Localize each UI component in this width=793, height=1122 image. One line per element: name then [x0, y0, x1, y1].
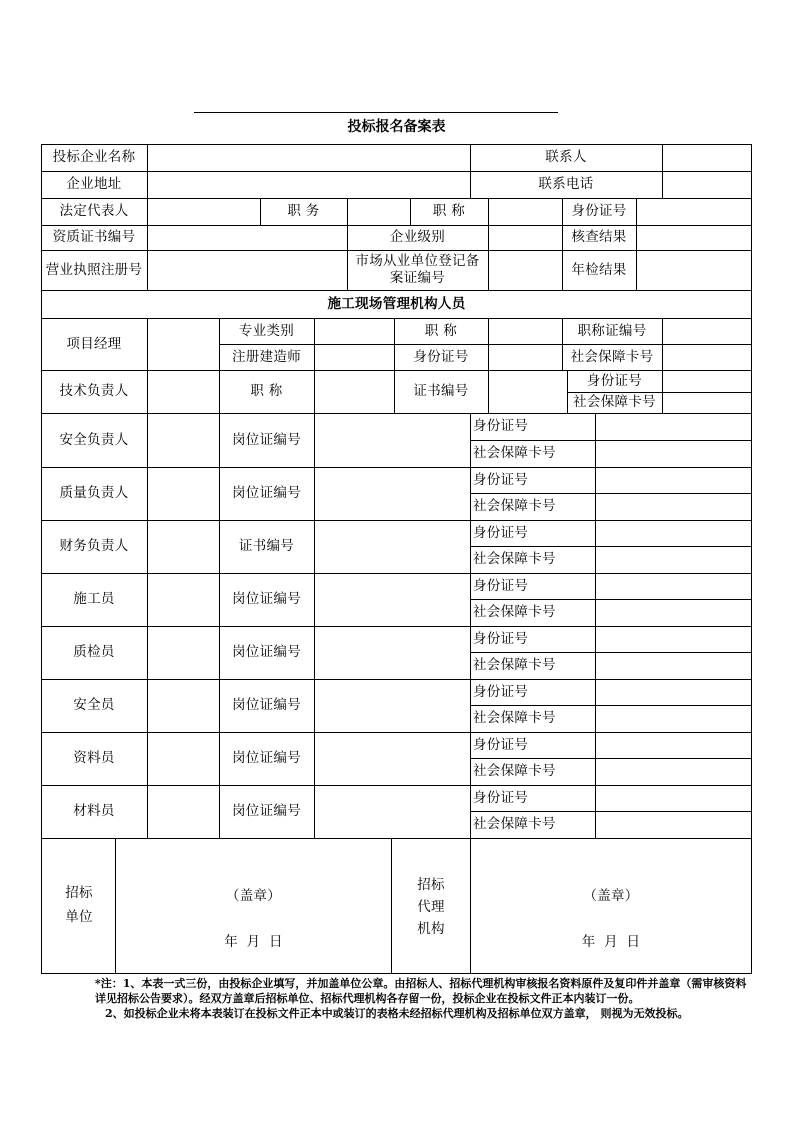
- agency-label: 招标代理机构: [417, 877, 445, 937]
- project-manager-label: 项目经理: [66, 335, 122, 352]
- form-title: 投标报名备案表: [347, 119, 446, 135]
- staff-cert-label: 岗位证编号: [232, 750, 301, 766]
- title-cert-label: 职称证编号: [577, 322, 647, 339]
- staff-role-label: 材料员: [73, 803, 115, 819]
- registered-engineer-label: 注册建造师: [232, 348, 301, 365]
- staff-ssn-label: 社会保障卡号: [473, 445, 556, 461]
- tech-ssn-label: 社会保障卡号: [573, 394, 656, 410]
- position-label: 职 务: [287, 203, 320, 219]
- note-1: *注：1、本表一式三份，由投标企业填写，并加盖单位公章。由招标人、招标代理机构审核报名资料原件及复印件并盖章（需审核资料详见招标公告要求）。经双方盖章后招标单位、招标代理机构各存留一份，投标企业在投标文件正本内装订一份。: [95, 977, 747, 1005]
- specialty-label: 专业类别: [238, 322, 295, 339]
- tech-title-label: 职 称: [250, 383, 283, 399]
- company-name-label: 投标企业名称: [52, 149, 136, 165]
- staff-role-label: 安全负责人: [59, 431, 129, 448]
- registration-table: [41, 144, 752, 973]
- staff-id-label: 身份证号: [473, 471, 529, 488]
- section-title: 施工现场管理机构人员: [327, 295, 466, 312]
- staff-cert-label: 证书编号: [238, 538, 295, 554]
- notes: [41, 976, 753, 1021]
- staff-role-label: 质检员: [73, 644, 115, 660]
- staff-cert-label: 岗位证编号: [232, 591, 301, 607]
- contact-phone-label: 联系电话: [538, 176, 594, 192]
- staff-cert-label: 岗位证编号: [232, 697, 301, 713]
- staff-ssn-label: 社会保障卡号: [473, 763, 556, 779]
- qualification-cert-label: 资质证书编号: [52, 229, 136, 245]
- staff-id-label: 身份证号: [473, 789, 529, 806]
- staff-cert-label: 岗位证编号: [232, 803, 301, 819]
- staff-ssn-label: 社会保障卡号: [473, 816, 556, 832]
- staff-ssn-label: 社会保障卡号: [473, 710, 556, 726]
- staff-ssn-label: 社会保障卡号: [473, 551, 556, 567]
- staff-cert-label: 岗位证编号: [232, 485, 301, 501]
- staff-role-label: 安全员: [73, 697, 115, 713]
- staff-id-label: 身份证号: [473, 683, 529, 700]
- note-2: 2、如投标企业未将本表装订在投标文件正本中或装订的表格未经招标代理机构及招标单位双方盖章， 则视为无效投标。: [105, 1007, 689, 1020]
- agency-seal: （盖章）: [583, 887, 639, 904]
- pm-ssn-label: 社会保障卡号: [570, 348, 654, 365]
- tenderer-label: 招标单位: [65, 885, 93, 925]
- staff-cert-label: 岗位证编号: [232, 431, 301, 448]
- company-address-label: 企业地址: [66, 176, 122, 192]
- staff-id-label: 身份证号: [473, 577, 529, 594]
- pm-id-label: 身份证号: [413, 348, 469, 365]
- staff-id-label: 身份证号: [473, 524, 529, 541]
- tech-lead-label: 技术负责人: [59, 383, 129, 399]
- staff-role-label: 财务负责人: [59, 538, 129, 554]
- staff-ssn-label: 社会保障卡号: [473, 498, 556, 514]
- staff-id-label: 身份证号: [473, 630, 529, 647]
- staff-cert-label: 岗位证编号: [232, 644, 301, 660]
- annual-inspection-label: 年检结果: [571, 261, 627, 278]
- title-label: 职 称: [432, 203, 466, 219]
- company-grade-label: 企业级别: [389, 229, 446, 245]
- staff-role-label: 质量负责人: [59, 485, 129, 501]
- contact-label: 联系人: [545, 149, 587, 165]
- tech-id-label: 身份证号: [586, 372, 643, 389]
- pm-title-label: 职 称: [424, 322, 458, 339]
- tenderer-seal: （盖章）: [225, 887, 282, 904]
- tech-cert-label: 证书编号: [413, 383, 469, 399]
- business-license-label: 营业执照注册号: [45, 261, 143, 278]
- staff-role-label: 施工员: [73, 591, 115, 607]
- staff-ssn-label: 社会保障卡号: [473, 604, 556, 620]
- staff-ssn-label: 社会保障卡号: [473, 657, 556, 673]
- market-registration-label: 市场从业单位登记备案证编号: [355, 253, 480, 286]
- staff-id-label: 身份证号: [473, 418, 529, 434]
- staff-id-label: 身份证号: [473, 736, 529, 753]
- title-rule: [194, 112, 558, 113]
- id-number-label: 身份证号: [571, 203, 627, 219]
- check-result-label: 核查结果: [571, 229, 627, 245]
- legal-rep-label: 法定代表人: [59, 203, 129, 219]
- agency-date: 年 月 日: [581, 933, 641, 950]
- tenderer-date: 年 月 日: [224, 933, 283, 950]
- staff-role-label: 资料员: [73, 750, 115, 766]
